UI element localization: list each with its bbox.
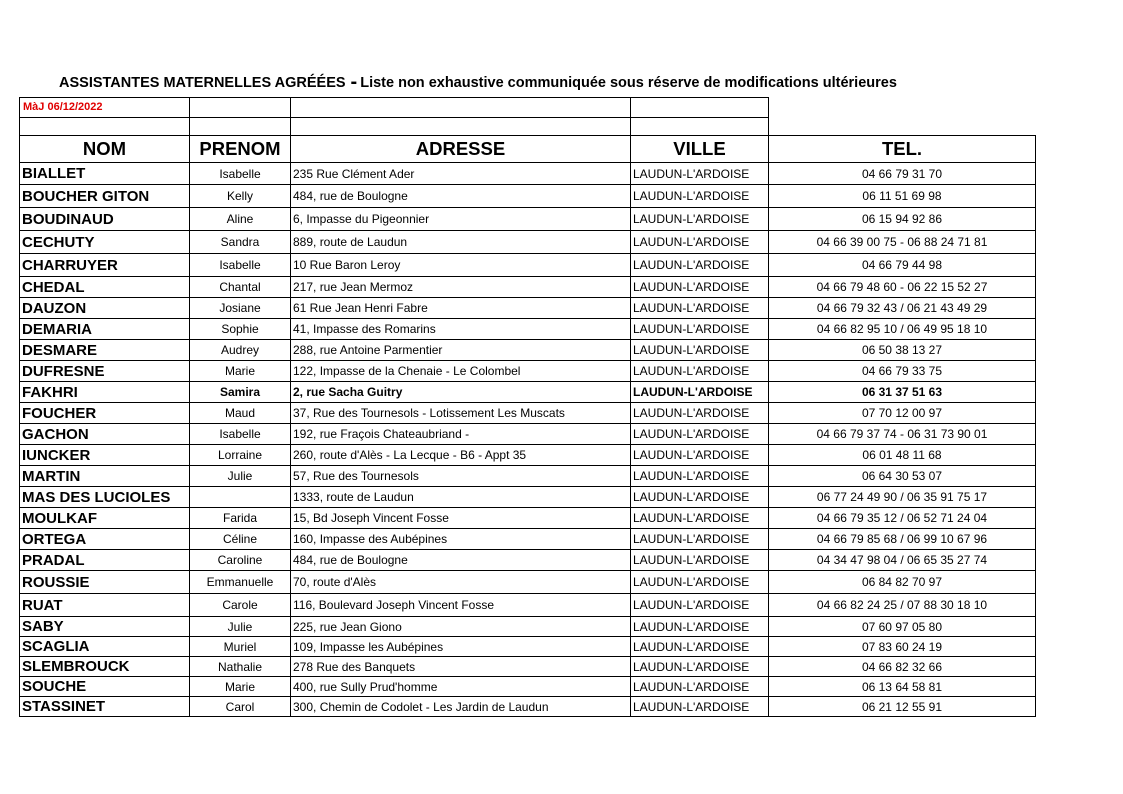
table-row <box>20 382 1036 403</box>
cell-prenom: Carol <box>190 697 291 717</box>
cell-ville: LAUDUN-L'ARDOISE <box>631 254 769 277</box>
cell-tel: 04 66 79 85 68 / 06 99 10 67 96 <box>769 529 1036 550</box>
table-row <box>20 424 1036 445</box>
cell-prenom: Emmanuelle <box>190 571 291 594</box>
cell-ville: LAUDUN-L'ARDOISE <box>631 340 769 361</box>
cell-prenom: Isabelle <box>190 254 291 277</box>
cell-adresse: 300, Chemin de Codolet - Les Jardin de Laudun <box>291 697 631 717</box>
cell-prenom: Carole <box>190 594 291 617</box>
cell-ville: LAUDUN-L'ARDOISE <box>631 424 769 445</box>
cell-adresse: 37, Rue des Tournesols - Lotissement Les Muscats <box>291 403 631 424</box>
cell-adresse: 2, rue Sacha Guitry <box>291 382 631 403</box>
cell-prenom: Julie <box>190 617 291 637</box>
table-row <box>20 163 1036 185</box>
cell-adresse: 217, rue Jean Mermoz <box>291 277 631 298</box>
empty-cell <box>631 98 769 118</box>
cell-adresse: 260, route d'Alès - La Lecque - B6 - Appt 35 <box>291 445 631 466</box>
cell-nom: BOUCHER GITON <box>20 185 190 208</box>
cell-adresse: 192, rue Fraçois Chateaubriand - <box>291 424 631 445</box>
cell-nom: CHARRUYER <box>20 254 190 277</box>
cell-adresse: 10 Rue Baron Leroy <box>291 254 631 277</box>
update-date: MàJ 06/12/2022 <box>20 98 190 118</box>
cell-nom: SABY <box>20 617 190 637</box>
table-row <box>20 185 1036 208</box>
cell-prenom: Maud <box>190 403 291 424</box>
cell-adresse: 61 Rue Jean Henri Fabre <box>291 298 631 319</box>
cell-nom: ROUSSIE <box>20 571 190 594</box>
cell-nom: RUAT <box>20 594 190 617</box>
table-row <box>20 677 1036 697</box>
cell-adresse: 225, rue Jean Giono <box>291 617 631 637</box>
cell-nom: IUNCKER <box>20 445 190 466</box>
cell-tel: 04 66 79 35 12 / 06 52 71 24 04 <box>769 508 1036 529</box>
cell-adresse: 160, Impasse des Aubépines <box>291 529 631 550</box>
spacer-row <box>20 118 1036 136</box>
empty-cell <box>291 98 631 118</box>
table-row <box>20 403 1036 424</box>
table-row <box>20 254 1036 277</box>
cell-prenom: Céline <box>190 529 291 550</box>
cell-ville: LAUDUN-L'ARDOISE <box>631 508 769 529</box>
cell-ville: LAUDUN-L'ARDOISE <box>631 403 769 424</box>
cell-tel: 06 01 48 11 68 <box>769 445 1036 466</box>
table-row <box>20 571 1036 594</box>
cell-prenom: Kelly <box>190 185 291 208</box>
cell-tel: 06 15 94 92 86 <box>769 208 1036 231</box>
table-row <box>20 466 1036 487</box>
cell-prenom: Aline <box>190 208 291 231</box>
cell-ville: LAUDUN-L'ARDOISE <box>631 677 769 697</box>
cell-ville: LAUDUN-L'ARDOISE <box>631 529 769 550</box>
table-row <box>20 697 1036 717</box>
cell-nom: CHEDAL <box>20 277 190 298</box>
cell-tel: 04 66 82 32 66 <box>769 657 1036 677</box>
header-row <box>20 136 1036 163</box>
cell-prenom <box>190 487 291 508</box>
cell-nom: MARTIN <box>20 466 190 487</box>
cell-tel: 06 31 37 51 63 <box>769 382 1036 403</box>
cell-nom: SCAGLIA <box>20 637 190 657</box>
cell-prenom: Julie <box>190 466 291 487</box>
cell-ville: LAUDUN-L'ARDOISE <box>631 571 769 594</box>
cell-prenom: Marie <box>190 361 291 382</box>
cell-adresse: 41, Impasse des Romarins <box>291 319 631 340</box>
cell-nom: ORTEGA <box>20 529 190 550</box>
cell-tel: 06 21 12 55 91 <box>769 697 1036 717</box>
cell-adresse: 235 Rue Clément Ader <box>291 163 631 185</box>
cell-ville: LAUDUN-L'ARDOISE <box>631 277 769 298</box>
cell-nom: FAKHRI <box>20 382 190 403</box>
cell-prenom: Isabelle <box>190 424 291 445</box>
table-row <box>20 508 1036 529</box>
cell-adresse: 400, rue Sully Prud'homme <box>291 677 631 697</box>
cell-nom: STASSINET <box>20 697 190 717</box>
cell-nom: MAS DES LUCIOLES <box>20 487 190 508</box>
cell-adresse: 15, Bd Joseph Vincent Fosse <box>291 508 631 529</box>
cell-tel: 06 64 30 53 07 <box>769 466 1036 487</box>
cell-tel: 04 66 79 33 75 <box>769 361 1036 382</box>
cell-adresse: 484, rue de Boulogne <box>291 550 631 571</box>
title-dash: - <box>350 71 358 93</box>
cell-tel: 06 77 24 49 90 / 06 35 91 75 17 <box>769 487 1036 508</box>
cell-prenom: Lorraine <box>190 445 291 466</box>
cell-tel: 04 66 79 31 70 <box>769 163 1036 185</box>
cell-tel: 07 70 12 00 97 <box>769 403 1036 424</box>
cell-tel: 06 13 64 58 81 <box>769 677 1036 697</box>
cell-tel: 06 84 82 70 97 <box>769 571 1036 594</box>
cell-ville: LAUDUN-L'ARDOISE <box>631 163 769 185</box>
cell-nom: CECHUTY <box>20 231 190 254</box>
cell-nom: GACHON <box>20 424 190 445</box>
cell-tel: 04 66 82 95 10 / 06 49 95 18 10 <box>769 319 1036 340</box>
cell-tel: 04 66 39 00 75 - 06 88 24 71 81 <box>769 231 1036 254</box>
cell-ville: LAUDUN-L'ARDOISE <box>631 319 769 340</box>
header-adresse: ADRESSE <box>291 136 631 163</box>
cell-ville: LAUDUN-L'ARDOISE <box>631 487 769 508</box>
cell-adresse: 6, Impasse du Pigeonnier <box>291 208 631 231</box>
table-row <box>20 298 1036 319</box>
title-main: ASSISTANTES MATERNELLES AGRÉÉES <box>59 75 346 91</box>
empty-cell <box>190 118 291 136</box>
cell-prenom: Nathalie <box>190 657 291 677</box>
cell-adresse: 70, route d'Alès <box>291 571 631 594</box>
empty-cell <box>190 98 291 118</box>
table-row <box>20 231 1036 254</box>
table-row <box>20 550 1036 571</box>
table-row <box>20 361 1036 382</box>
update-row <box>20 98 1036 118</box>
empty-cell <box>20 118 190 136</box>
cell-ville: LAUDUN-L'ARDOISE <box>631 617 769 637</box>
cell-ville: LAUDUN-L'ARDOISE <box>631 594 769 617</box>
page-title <box>59 71 897 93</box>
cell-tel: 04 66 79 48 60 - 06 22 15 52 27 <box>769 277 1036 298</box>
cell-tel: 07 83 60 24 19 <box>769 637 1036 657</box>
cell-ville: LAUDUN-L'ARDOISE <box>631 637 769 657</box>
cell-ville: LAUDUN-L'ARDOISE <box>631 382 769 403</box>
cell-nom: DESMARE <box>20 340 190 361</box>
header-tel: TEL. <box>769 136 1036 163</box>
table-row <box>20 277 1036 298</box>
empty-cell <box>631 118 769 136</box>
cell-adresse: 484, rue de Boulogne <box>291 185 631 208</box>
cell-adresse: 57, Rue des Tournesols <box>291 466 631 487</box>
cell-ville: LAUDUN-L'ARDOISE <box>631 298 769 319</box>
table-row <box>20 319 1036 340</box>
cell-prenom: Audrey <box>190 340 291 361</box>
cell-prenom: Farida <box>190 508 291 529</box>
cell-prenom: Sophie <box>190 319 291 340</box>
cell-ville: LAUDUN-L'ARDOISE <box>631 185 769 208</box>
table-row <box>20 208 1036 231</box>
cell-adresse: 278 Rue des Banquets <box>291 657 631 677</box>
childminders-table <box>19 97 1036 717</box>
table-row <box>20 657 1036 677</box>
cell-prenom: Muriel <box>190 637 291 657</box>
cell-ville: LAUDUN-L'ARDOISE <box>631 466 769 487</box>
cell-tel: 04 66 79 44 98 <box>769 254 1036 277</box>
cell-prenom: Caroline <box>190 550 291 571</box>
table-row <box>20 445 1036 466</box>
cell-tel: 07 60 97 05 80 <box>769 617 1036 637</box>
header-nom: NOM <box>20 136 190 163</box>
cell-prenom: Sandra <box>190 231 291 254</box>
cell-prenom: Isabelle <box>190 163 291 185</box>
title-subtitle: Liste non exhaustive communiquée sous réserve de modifications ultérieures <box>360 75 897 91</box>
header-prenom: PRENOM <box>190 136 291 163</box>
cell-tel: 04 66 79 32 43 / 06 21 43 49 29 <box>769 298 1036 319</box>
cell-nom: BIALLET <box>20 163 190 185</box>
header-ville: VILLE <box>631 136 769 163</box>
empty-cell <box>291 118 631 136</box>
cell-adresse: 109, Impasse les Aubépines <box>291 637 631 657</box>
table-row <box>20 594 1036 617</box>
cell-adresse: 1333, route de Laudun <box>291 487 631 508</box>
cell-ville: LAUDUN-L'ARDOISE <box>631 657 769 677</box>
cell-tel: 04 66 79 37 74 - 06 31 73 90 01 <box>769 424 1036 445</box>
cell-nom: MOULKAF <box>20 508 190 529</box>
cell-ville: LAUDUN-L'ARDOISE <box>631 697 769 717</box>
cell-tel: 04 66 82 24 25 / 07 88 30 18 10 <box>769 594 1036 617</box>
cell-ville: LAUDUN-L'ARDOISE <box>631 231 769 254</box>
cell-prenom: Marie <box>190 677 291 697</box>
table-row <box>20 617 1036 637</box>
cell-prenom: Josiane <box>190 298 291 319</box>
cell-nom: DUFRESNE <box>20 361 190 382</box>
cell-adresse: 122, Impasse de la Chenaie - Le Colombel <box>291 361 631 382</box>
table-body <box>20 98 1036 717</box>
table-row <box>20 340 1036 361</box>
cell-ville: LAUDUN-L'ARDOISE <box>631 361 769 382</box>
cell-nom: SOUCHE <box>20 677 190 697</box>
cell-nom: SLEMBROUCK <box>20 657 190 677</box>
cell-nom: PRADAL <box>20 550 190 571</box>
cell-nom: BOUDINAUD <box>20 208 190 231</box>
table-row <box>20 529 1036 550</box>
cell-tel: 06 50 38 13 27 <box>769 340 1036 361</box>
empty-cell <box>769 98 1036 118</box>
cell-ville: LAUDUN-L'ARDOISE <box>631 208 769 231</box>
cell-tel: 04 34 47 98 04 / 06 65 35 27 74 <box>769 550 1036 571</box>
cell-adresse: 288, rue Antoine Parmentier <box>291 340 631 361</box>
empty-cell <box>769 118 1036 136</box>
table-row <box>20 487 1036 508</box>
cell-nom: DAUZON <box>20 298 190 319</box>
cell-ville: LAUDUN-L'ARDOISE <box>631 445 769 466</box>
cell-adresse: 116, Boulevard Joseph Vincent Fosse <box>291 594 631 617</box>
cell-prenom: Chantal <box>190 277 291 298</box>
cell-adresse: 889, route de Laudun <box>291 231 631 254</box>
cell-ville: LAUDUN-L'ARDOISE <box>631 550 769 571</box>
cell-prenom: Samira <box>190 382 291 403</box>
table-row <box>20 637 1036 657</box>
cell-tel: 06 11 51 69 98 <box>769 185 1036 208</box>
cell-nom: DEMARIA <box>20 319 190 340</box>
cell-nom: FOUCHER <box>20 403 190 424</box>
